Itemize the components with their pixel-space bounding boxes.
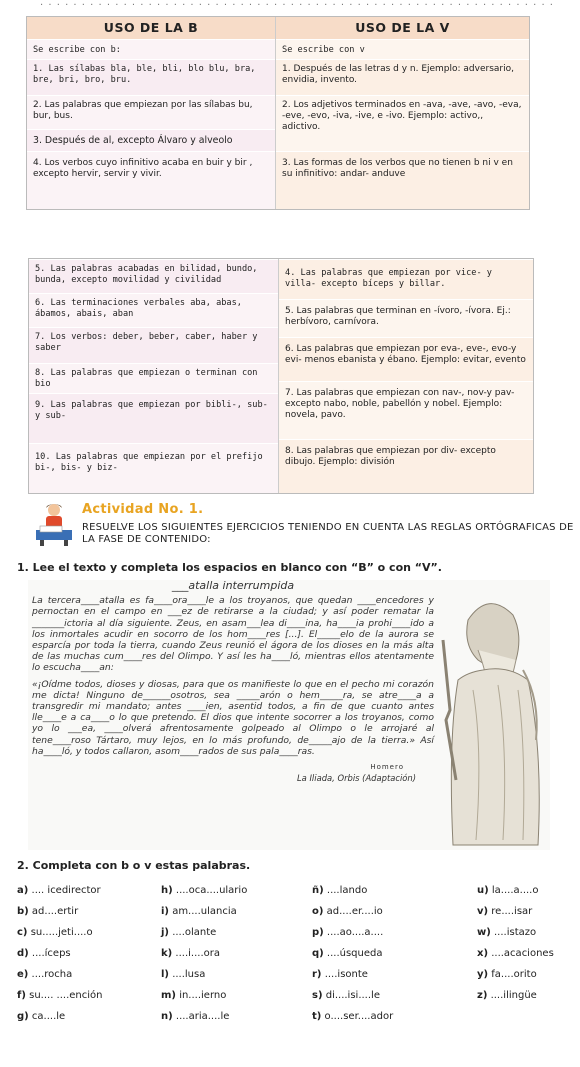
question-1: 1. Lee el texto y completa los espacios en blanco con “B” o con “V”. — [17, 561, 442, 574]
rule-cell: 2. Las palabras que empiezan por las sílabas bu, bur, bus. — [27, 95, 275, 129]
word-item: l) ....lusa — [161, 969, 206, 980]
rule-cell: 2. Los adjetivos terminados en -ava, -ave, -avo, -eva, -eve, -evo, -iva, -ive, e -ivo. Ejemplo: activo,, adictivo. — [276, 95, 529, 151]
cropped-top-text: · · · · · · · · · · · · · · · · · · · · · · · · · · · · · · · · · · · · · · · · · · · · · · · · · · · · · · · · · · · · · · — [40, 0, 554, 11]
rule-cell: 7. Los verbos: deber, beber, caber, haber y saber — [29, 327, 278, 363]
word-item: a) .... icedirector — [17, 885, 101, 896]
rule-cell: 10. Las palabras que empiezan por el prefijo bi-, bis- y biz- — [29, 443, 278, 493]
word-column — [312, 880, 393, 1027]
rule-cell: Se escribe con b: — [27, 39, 275, 59]
b-rules-header: USO DE LA B — [27, 17, 275, 39]
b-rules-column-2 — [29, 259, 279, 493]
reading-paragraph: «¡Oídme todos, dioses y diosas, para que os manifieste lo que en el pecho mi corazón me dicta! Ninguno de______osotros, sea _____arón o hem_____ra, se atre____a a transgredir mi mandato; antes ____ien, asentid todos, a fin de que cuanto antes lle____e a ca____o lo que pretendo. El dios que intente socorrer a los troyanos, como yo lo ___ea, ____olverá afrentosamente golpeado al Olimpo o le arrojaré al tene____roso Tártaro, muy lejos, en lo más profundo, de_____ajo de la tierra.» Así ha____ló, y todos callaron, asom____rados de sus pala____ras. — [32, 678, 434, 757]
word-item: r) ....isonte — [312, 969, 368, 980]
reading-title: ___atalla interrumpida — [171, 579, 295, 592]
word-item: ñ) ....lando — [312, 885, 368, 896]
rule-cell: 8. Las palabras que empiezan por div- excepto dibujo. Ejemplo: división — [279, 439, 533, 493]
student-writing-icon — [34, 500, 74, 546]
word-item: j) ....olante — [161, 927, 217, 938]
word-item: b) ad....ertir — [17, 906, 79, 917]
word-item: c) su.....jeti....o — [17, 927, 93, 938]
rule-cell: 6. Las palabras que empiezan por eva-, eve-, evo-y evi- menos ebanista y ébano. Ejemplo: evitar, evento — [279, 337, 533, 381]
word-item: x) ....acaciones — [477, 948, 554, 959]
reading-passage — [28, 580, 550, 850]
reading-author: Homero — [370, 763, 404, 772]
word-item: y) fa....orito — [477, 969, 537, 980]
word-column — [477, 880, 554, 1006]
rule-cell: 1. Las sílabas bla, ble, bli, blo blu, bra, bre, bri, bro, bru. — [27, 59, 275, 95]
word-item: q) ....úsqueda — [312, 948, 383, 959]
word-item: h) ....oca....ulario — [161, 885, 248, 896]
word-item: f) su.... ....ención — [17, 990, 103, 1001]
rule-cell: 3. Las formas de los verbos que no tienen b ni v en su infinitivo: andar- anduve — [276, 151, 529, 209]
reading-paragraph: La tercera____atalla es fa____ora____le a los troyanos, que quedan ____encedores y pernoctan en el campo en ___ez de retirarse a la ciudad; y así poder rematar la _______ictoria al día siguiente. Zeus, en asam___lea di____ina, ha____ia prohi____ido a los inmortales acudir en socorro de los hom____res [...]. El_____elo de la aurora se esparcía por toda la tierra, cuando Zeus reunió el ágora de los dioses en la más alta de las muchas cum____res del Olimpo. Y así les ha____ló, mientras ellos atentamente lo escucha____an: — [32, 595, 434, 674]
v-rules-column — [276, 17, 529, 209]
b-rules-column — [27, 17, 276, 209]
rules-table-2 — [28, 258, 534, 494]
zeus-illustration — [428, 580, 550, 850]
v-rules-column-2 — [279, 259, 533, 493]
activity-title: Actividad No. 1. — [82, 502, 204, 517]
word-item: s) di....isi....le — [312, 990, 380, 1001]
question-2: 2. Completa con b o v estas palabras. — [17, 859, 251, 872]
rules-table-1 — [26, 16, 530, 210]
v-rules-header: USO DE LA V — [276, 17, 529, 39]
word-item: e) ....rocha — [17, 969, 73, 980]
reading-text — [32, 580, 434, 784]
word-item: m) in....ierno — [161, 990, 227, 1001]
rule-cell: 6. Las terminaciones verbales aba, abas, ábamos, abais, aban — [29, 293, 278, 327]
rule-cell: 7. Las palabras que empiezan con nav-, nov-y pav-excepto nabo, noble, pabellón y nobel. Ejemplo: novela, pavo. — [279, 381, 533, 439]
word-item: n) ....aria....le — [161, 1011, 230, 1022]
activity-instructions: RESUELVE LOS SIGUIENTES EJERCICIOS TENIENDO EN CUENTA LAS REGLAS ORTÓGRAFICAS DE LA FASE DE CONTENIDO: — [82, 522, 574, 545]
rule-cell: 4. Los verbos cuyo infinitivo acaba en buir y bir , excepto hervir, servir y vivir. — [27, 151, 275, 209]
word-item: g) ca....le — [17, 1011, 66, 1022]
rule-cell: 1. Después de las letras d y n. Ejemplo: adversario, envidia, invento. — [276, 59, 529, 95]
word-item: i) am....ulancia — [161, 906, 237, 917]
rule-cell: 8. Las palabras que empiezan o terminan con bio — [29, 363, 278, 393]
rule-cell: 4. Las palabras que empiezan por vice- y villa- excepto bíceps y billar. — [279, 259, 533, 299]
rule-cell: 5. Las palabras que terminan en -ívoro, -ívora. Ej.: herbívoro, carnívora. — [279, 299, 533, 337]
word-item: u) la....a....o — [477, 885, 539, 896]
word-item: k) ....i....ora — [161, 948, 220, 959]
rule-cell: 3. Después de al, excepto Álvaro y alveolo — [27, 129, 275, 151]
word-item: t) o....ser....ador — [312, 1011, 394, 1022]
rule-cell: 5. Las palabras acabadas en bilidad, bundo, bunda, excepto movilidad y civilidad — [29, 259, 278, 293]
rule-cell: Se escribe con v — [276, 39, 529, 59]
word-item: o) ad....er....io — [312, 906, 383, 917]
rule-cell: 9. Las palabras que empiezan por bibli-, sub- y sub- — [29, 393, 278, 443]
word-column — [161, 880, 247, 1027]
reading-source: La Iliada, Orbis (Adaptación) — [296, 773, 416, 784]
word-item: z) ....ilingüe — [477, 990, 537, 1001]
word-item: v) re....isar — [477, 906, 533, 917]
word-item: d) ....íceps — [17, 948, 71, 959]
word-item: p) ....ao....a.... — [312, 927, 384, 938]
activity-section — [34, 500, 574, 550]
word-item: w) ....istazo — [477, 927, 537, 938]
word-column — [17, 880, 103, 1027]
